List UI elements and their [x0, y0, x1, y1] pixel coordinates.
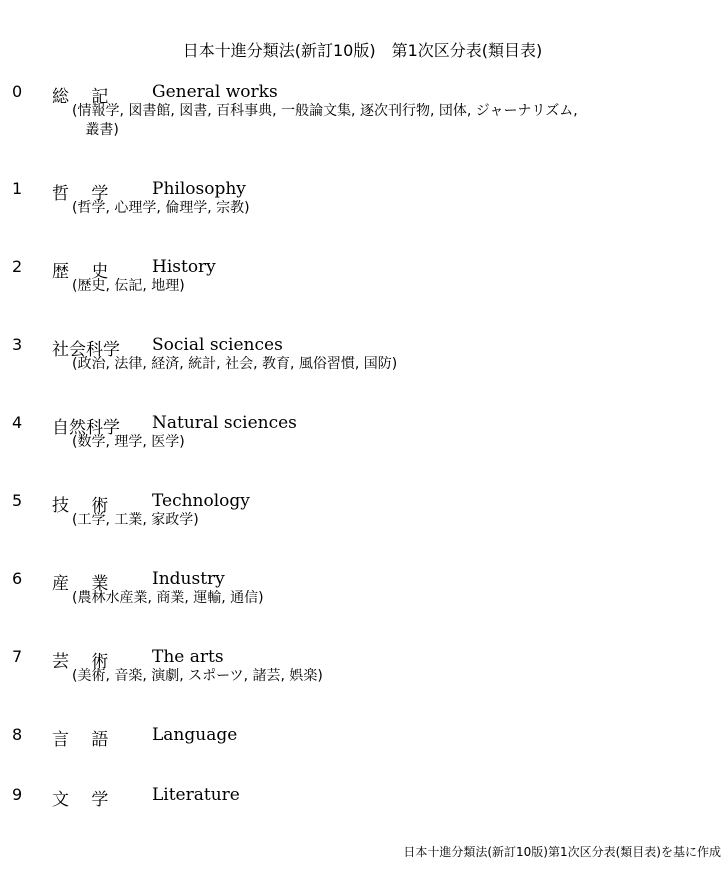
- class-subtopics: (哲学, 心理学, 倫理学, 宗教): [72, 200, 250, 216]
- class-subtopics: (工学, 工業, 家政学): [72, 512, 199, 528]
- class-name-en: Technology: [152, 491, 250, 511]
- class-name-jp: 技 術: [52, 496, 109, 516]
- class-subtopics: (情報学, 図書館, 図書, 百科事典, 一般論文集, 逐次刊行物, 団体, ジャーナリズム, 叢書): [72, 103, 578, 138]
- class-subtopics: (美術, 音楽, 演劇, スポーツ, 諸芸, 娯楽): [72, 668, 323, 684]
- class-code: 3: [12, 335, 23, 354]
- class-subtopics: (数学, 理学, 医学): [72, 434, 185, 450]
- class-name-en: Natural sciences: [152, 413, 297, 433]
- class-name-en: Social sciences: [152, 335, 283, 355]
- page-title: 日本十進分類法(新訂10版) 第1次区分表(類目表): [182, 41, 543, 60]
- class-code: 9: [12, 785, 23, 804]
- class-name-jp: 歴 史: [52, 262, 109, 282]
- class-name-jp: 哲 学: [52, 184, 109, 204]
- class-code: 2: [12, 257, 23, 276]
- class-name-jp: 産 業: [52, 574, 109, 594]
- class-code: 0: [12, 82, 23, 101]
- class-name-en: Industry: [152, 569, 225, 589]
- class-name-jp: 芸 術: [52, 652, 109, 672]
- class-name-en: Language: [152, 725, 238, 745]
- class-code: 4: [12, 413, 23, 432]
- class-name-jp: 自然科学: [52, 418, 120, 438]
- class-code: 8: [12, 725, 23, 744]
- class-code: 5: [12, 491, 23, 510]
- class-name-jp: 言 語: [52, 730, 109, 750]
- class-code: 1: [12, 179, 23, 198]
- class-name-en: Literature: [152, 785, 240, 805]
- class-name-en: Philosophy: [152, 179, 246, 199]
- class-subtopics: (歴史, 伝記, 地理): [72, 278, 185, 294]
- class-subtopics: (農林水産業, 商業, 運輸, 通信): [72, 590, 264, 606]
- class-name-en: History: [152, 257, 216, 277]
- class-code: 6: [12, 569, 23, 588]
- class-name-jp: 社会科学: [52, 340, 120, 360]
- class-name-jp: 文 学: [52, 790, 109, 810]
- class-name-en: General works: [152, 82, 278, 102]
- class-code: 7: [12, 647, 23, 666]
- source-note: 日本十進分類法(新訂10版)第1次区分表(類目表)を基に作成: [403, 845, 721, 859]
- class-name-en: The arts: [152, 647, 224, 667]
- class-name-jp: 総 記: [52, 87, 109, 107]
- class-subtopics: (政治, 法律, 経済, 統計, 社会, 教育, 風俗習慣, 国防): [72, 356, 398, 372]
